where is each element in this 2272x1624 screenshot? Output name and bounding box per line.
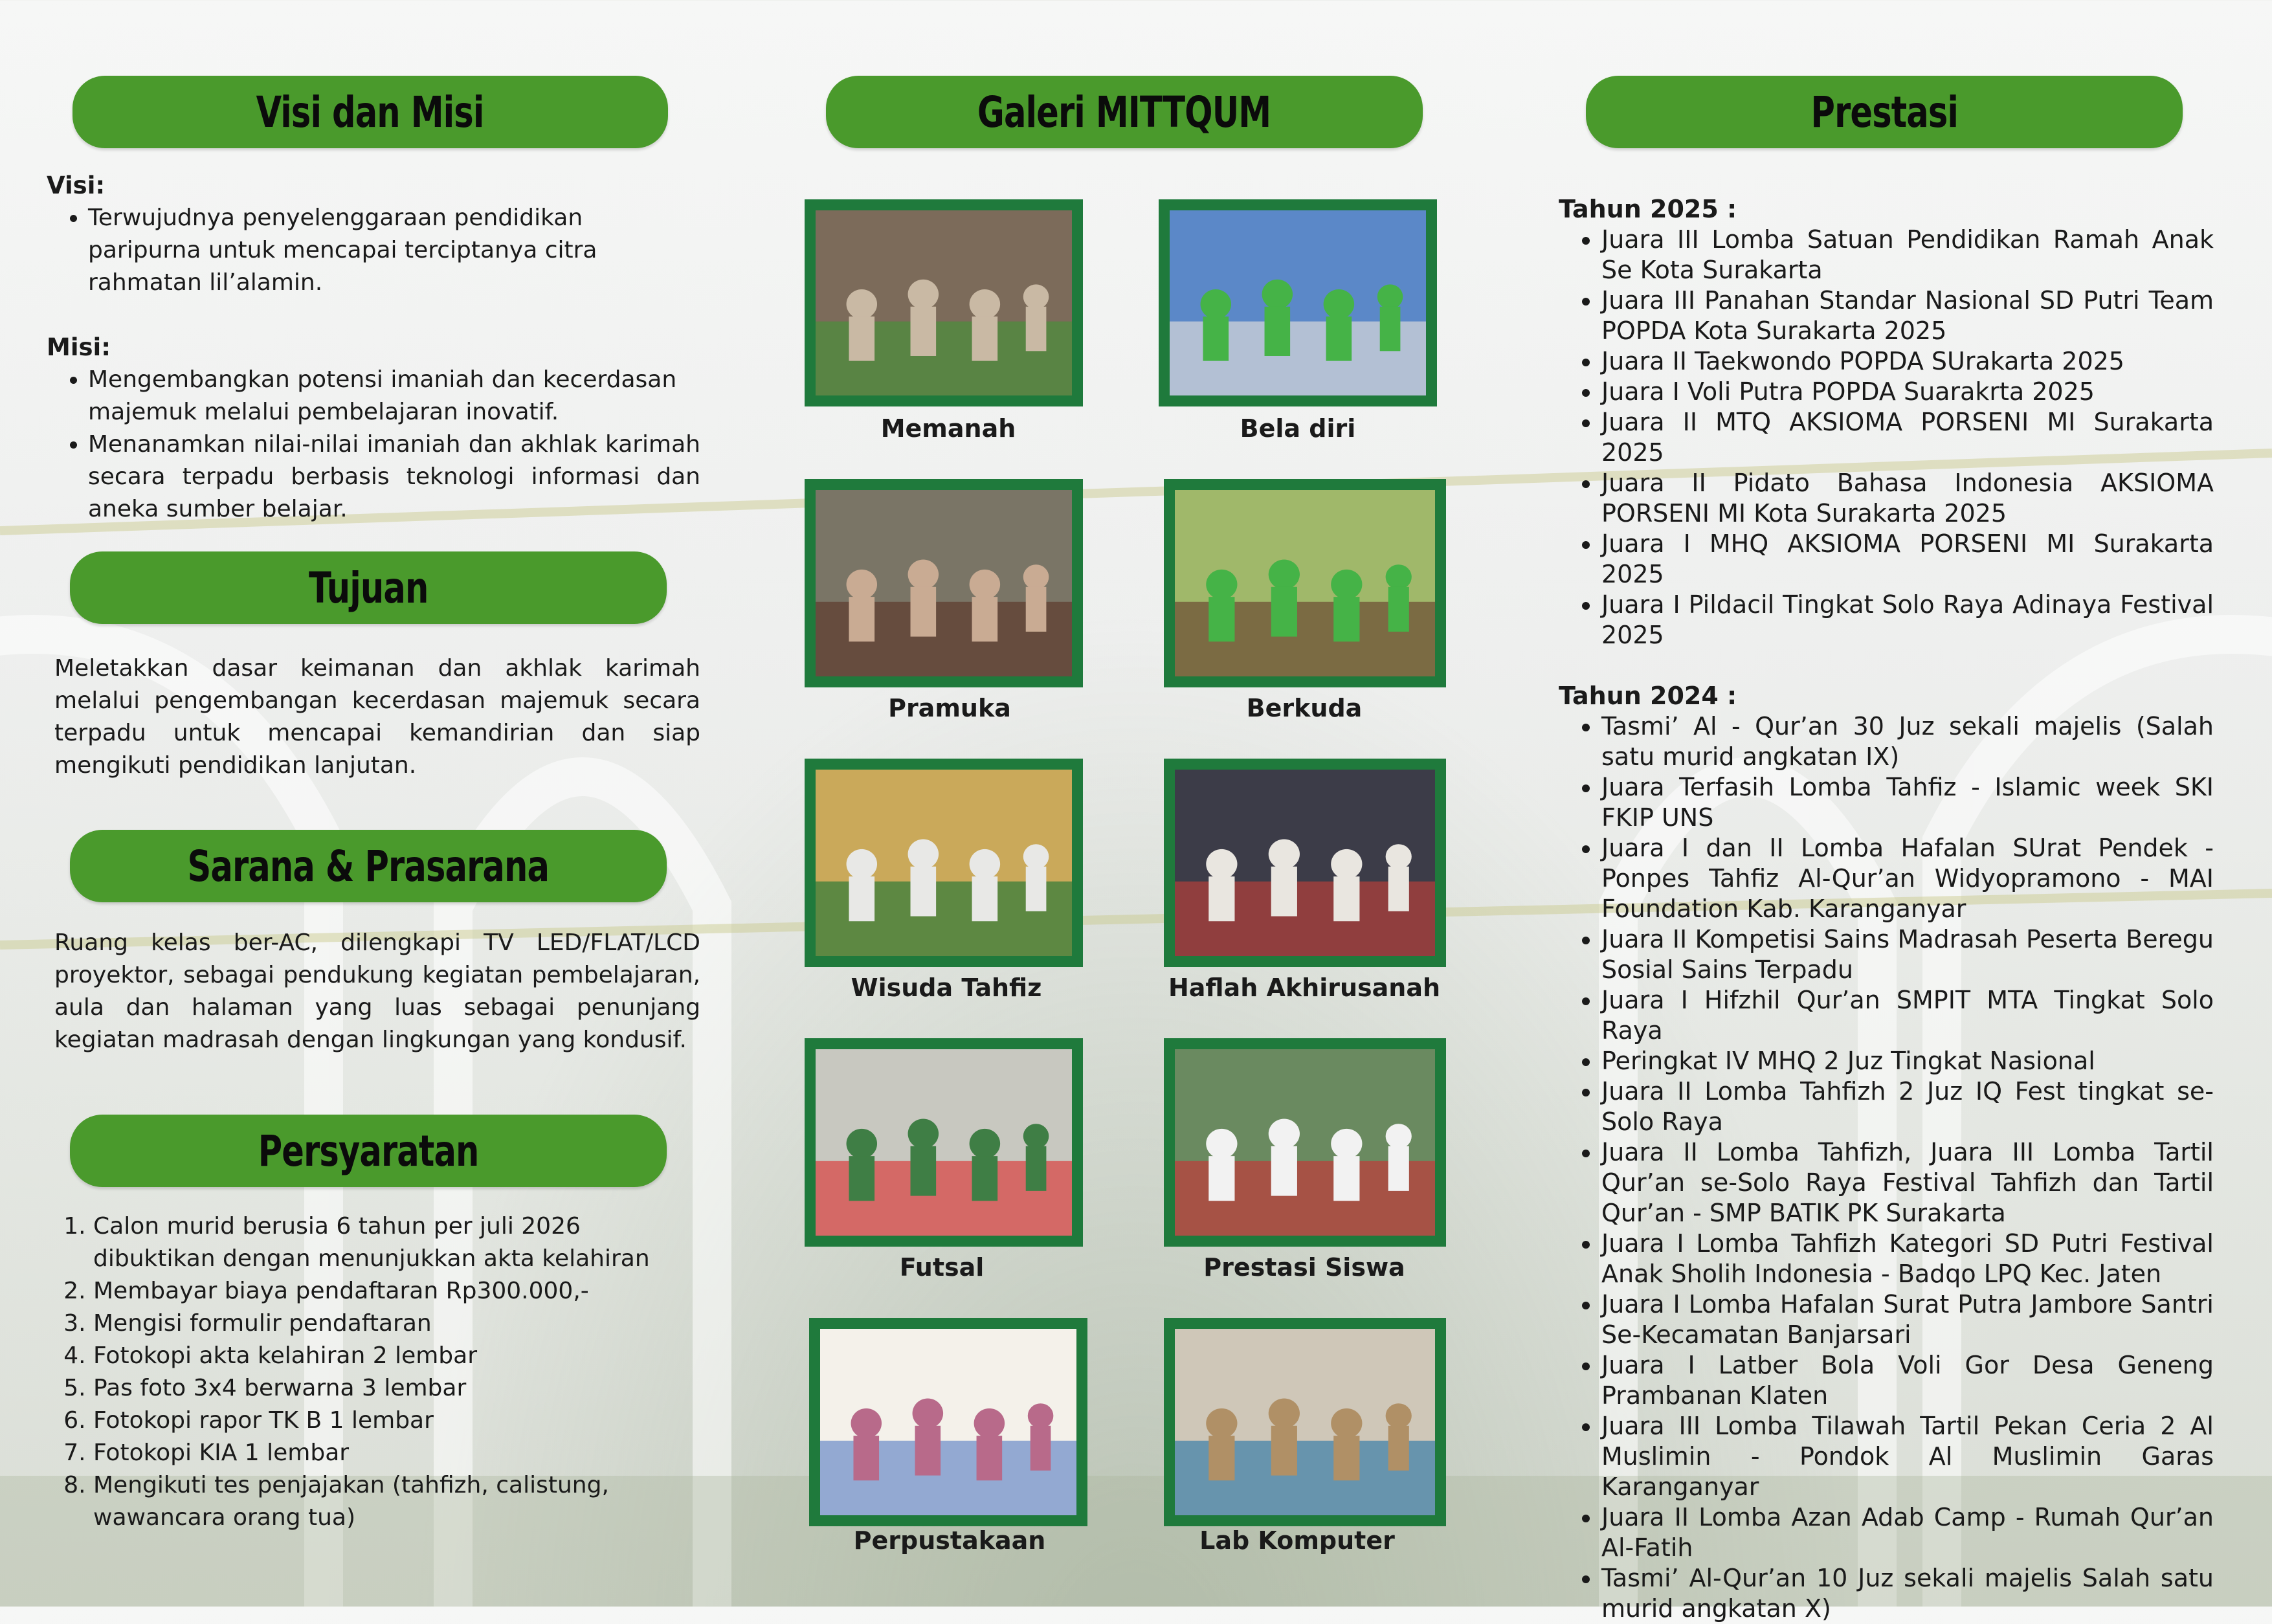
- gallery-caption: Haflah Akhirusanah: [1168, 973, 1441, 1002]
- misi-label: Misi:: [47, 333, 111, 361]
- achievement-item: • Juara II Lomba Azan Adab Camp - Rumah Qur’an Al-Fatih: [1601, 1502, 2214, 1563]
- misi-item: • Menanamkan nilai-nilai imaniah dan akhlak karimah secara terpadu berbasis teknologi informasi dan aneka sumber belajar.: [88, 428, 700, 526]
- achievement-item: • Juara II MTQ AKSIOMA PORSENI MI Surakarta 2025: [1601, 407, 2214, 468]
- gallery-caption: Berkuda: [1246, 694, 1363, 722]
- gallery-photo: [1164, 1038, 1446, 1247]
- gallery-photo: [1164, 479, 1446, 687]
- achievement-item: • Juara III Lomba Tilawah Tartil Pekan Ceria 2 Al Muslimin - Pondok Al Muslimin Garas Karanganyar: [1601, 1411, 2214, 1502]
- visi-misi-heading: Visi dan Misi: [72, 76, 668, 148]
- achievement-item: • Juara I MHQ AKSIOMA PORSENI MI Surakarta 2025: [1601, 529, 2214, 590]
- gallery-photo: [805, 759, 1083, 967]
- requirement-item: 4. Fotokopi akta kelahiran 2 lembar: [93, 1340, 674, 1372]
- galeri-heading: Galeri MITTQUM: [826, 76, 1423, 148]
- achievement-item: • Juara II Lomba Tahfizh, Juara III Lomba Tartil Qur’an se-Solo Raya Festival Tahfizh dan Tartil Qur’an - SMP BATIK PK Surakarta: [1601, 1137, 2214, 1229]
- achievement-item: • Juara II Lomba Tahfizh 2 Juz IQ Fest tingkat se-Solo Raya: [1601, 1076, 2214, 1137]
- sarana-heading: Sarana & Prasarana: [70, 830, 667, 902]
- achievement-item: • Juara II Kompetisi Sains Madrasah Peserta Beregu Sosial Sains Terpadu: [1601, 924, 2214, 985]
- gallery-photo: [1159, 199, 1437, 406]
- achievement-item: • Juara I Pildacil Tingkat Solo Raya Adinaya Festival 2025: [1601, 590, 2214, 651]
- visi-label: Visi:: [47, 172, 106, 199]
- tujuan-text: Meletakkan dasar keimanan dan akhlak karimah melalui pengembangan kecerdasan majemuk secara terpadu untuk mencapai kemandirian dan siap mengikuti pendidikan lanjutan.: [54, 655, 700, 779]
- visi-item: • Terwujudnya penyelenggaraan pendidikan paripurna untuk mencapai terciptanya citra rahmatan lil’alamin.: [88, 202, 700, 299]
- persyaratan-list: [53, 1210, 674, 1534]
- achievement-item: • Juara III Lomba Satuan Pendidikan Ramah Anak Se Kota Surakarta: [1601, 225, 2214, 285]
- achievement-item: • Juara I Hifzhil Qur’an SMPIT MTA Tingkat Solo Raya: [1601, 985, 2214, 1046]
- requirement-item: 7. Fotokopi KIA 1 lembar: [93, 1437, 674, 1469]
- visi-section: [47, 170, 700, 526]
- gallery-caption: Pramuka: [888, 694, 1011, 722]
- requirement-item: 5. Pas foto 3x4 berwarna 3 lembar: [93, 1372, 674, 1405]
- achievement-item: • Juara II Taekwondo POPDA SUrakarta 2025: [1601, 346, 2214, 377]
- achievement-item: • Juara I Lomba Tahfizh Kategori SD Putri Festival Anak Sholih Indonesia - Badqo LPQ Kec. Jaten: [1601, 1229, 2214, 1289]
- gallery-caption: Lab Komputer: [1199, 1526, 1395, 1555]
- gallery-photo: [805, 479, 1083, 687]
- gallery-caption: Prestasi Siswa: [1203, 1253, 1405, 1282]
- achievement-item: • Tasmi’ Al-Qur’an 10 Juz sekali majelis Salah satu murid angkatan X): [1601, 1563, 2214, 1624]
- achievement-item: • Juara I Latber Bola Voli Gor Desa Geneng Prambanan Klaten: [1601, 1350, 2214, 1411]
- gallery-photo: [1164, 1318, 1446, 1526]
- achievement-item: • Tasmi’ Al - Qur’an 30 Juz sekali majelis (Salah satu murid angkatan IX): [1601, 711, 2214, 772]
- misi-item: • Mengembangkan potensi imaniah dan kecerdasan majemuk melalui pembelajaran inovatif.: [88, 364, 700, 428]
- year-2025-label: Tahun 2025 :: [1559, 195, 1737, 223]
- gallery-caption: Futsal: [899, 1253, 985, 1282]
- requirement-item: 6. Fotokopi rapor TK B 1 lembar: [93, 1405, 674, 1437]
- achievement-item: • Juara II Pidato Bahasa Indonesia AKSIOMA PORSENI MI Kota Surakarta 2025: [1601, 468, 2214, 529]
- achievement-item: • Juara Terfasih Lomba Tahfiz - Islamic week SKI FKIP UNS: [1601, 772, 2214, 833]
- prestasi-list: [1559, 194, 2214, 1624]
- gallery-caption: Perpustakaan: [853, 1526, 1046, 1555]
- gallery-photo: [1164, 759, 1446, 967]
- gallery-caption: Memanah: [880, 414, 1016, 443]
- prestasi-heading: Prestasi: [1586, 76, 2183, 148]
- requirement-item: 3. Mengisi formulir pendaftaran: [93, 1307, 674, 1340]
- achievement-item: • Juara I dan II Lomba Hafalan SUrat Pendek - Ponpes Tahfiz Al-Qur’an Widyopramono - MAI Foundation Kab. Karanganyar: [1601, 833, 2214, 924]
- achievement-item: • Peringkat IV MHQ 2 Juz Tingkat Nasional: [1601, 1046, 2214, 1076]
- gallery-photo: [809, 1318, 1087, 1526]
- requirement-item: 2. Membayar biaya pendaftaran Rp300.000,-: [93, 1275, 674, 1307]
- gallery-photo: [805, 199, 1083, 406]
- tujuan-heading: Tujuan: [70, 551, 667, 624]
- gallery-caption: Wisuda Tahfiz: [851, 973, 1042, 1002]
- gallery-photo: [805, 1038, 1083, 1247]
- requirement-item: 8. Mengikuti tes penjajakan (tahfizh, calistung, wawancara orang tua): [93, 1469, 674, 1534]
- achievement-item: • Juara III Panahan Standar Nasional SD Putri Team POPDA Kota Surakarta 2025: [1601, 285, 2214, 346]
- requirement-item: 1. Calon murid berusia 6 tahun per juli 2026 dibuktikan dengan menunjukkan akta kelahiran: [93, 1210, 674, 1275]
- achievement-item: • Juara I Voli Putra POPDA Suarakrta 2025: [1601, 377, 2214, 407]
- persyaratan-heading: Persyaratan: [70, 1115, 667, 1187]
- gallery-caption: Bela diri: [1240, 414, 1356, 443]
- achievement-item: • Juara I Lomba Hafalan Surat Putra Jambore Santri Se-Kecamatan Banjarsari: [1601, 1289, 2214, 1350]
- year-2024-label: Tahun 2024 :: [1559, 682, 1737, 710]
- sarana-text: Ruang kelas ber-AC, dilengkapi TV LED/FLAT/LCD proyektor, sebagai pendukung kegiatan pembelajaran, aula dan halaman yang luas sebagai penunjang kegiatan madrasah dengan lingkungan yang kondusif.: [54, 929, 700, 1053]
